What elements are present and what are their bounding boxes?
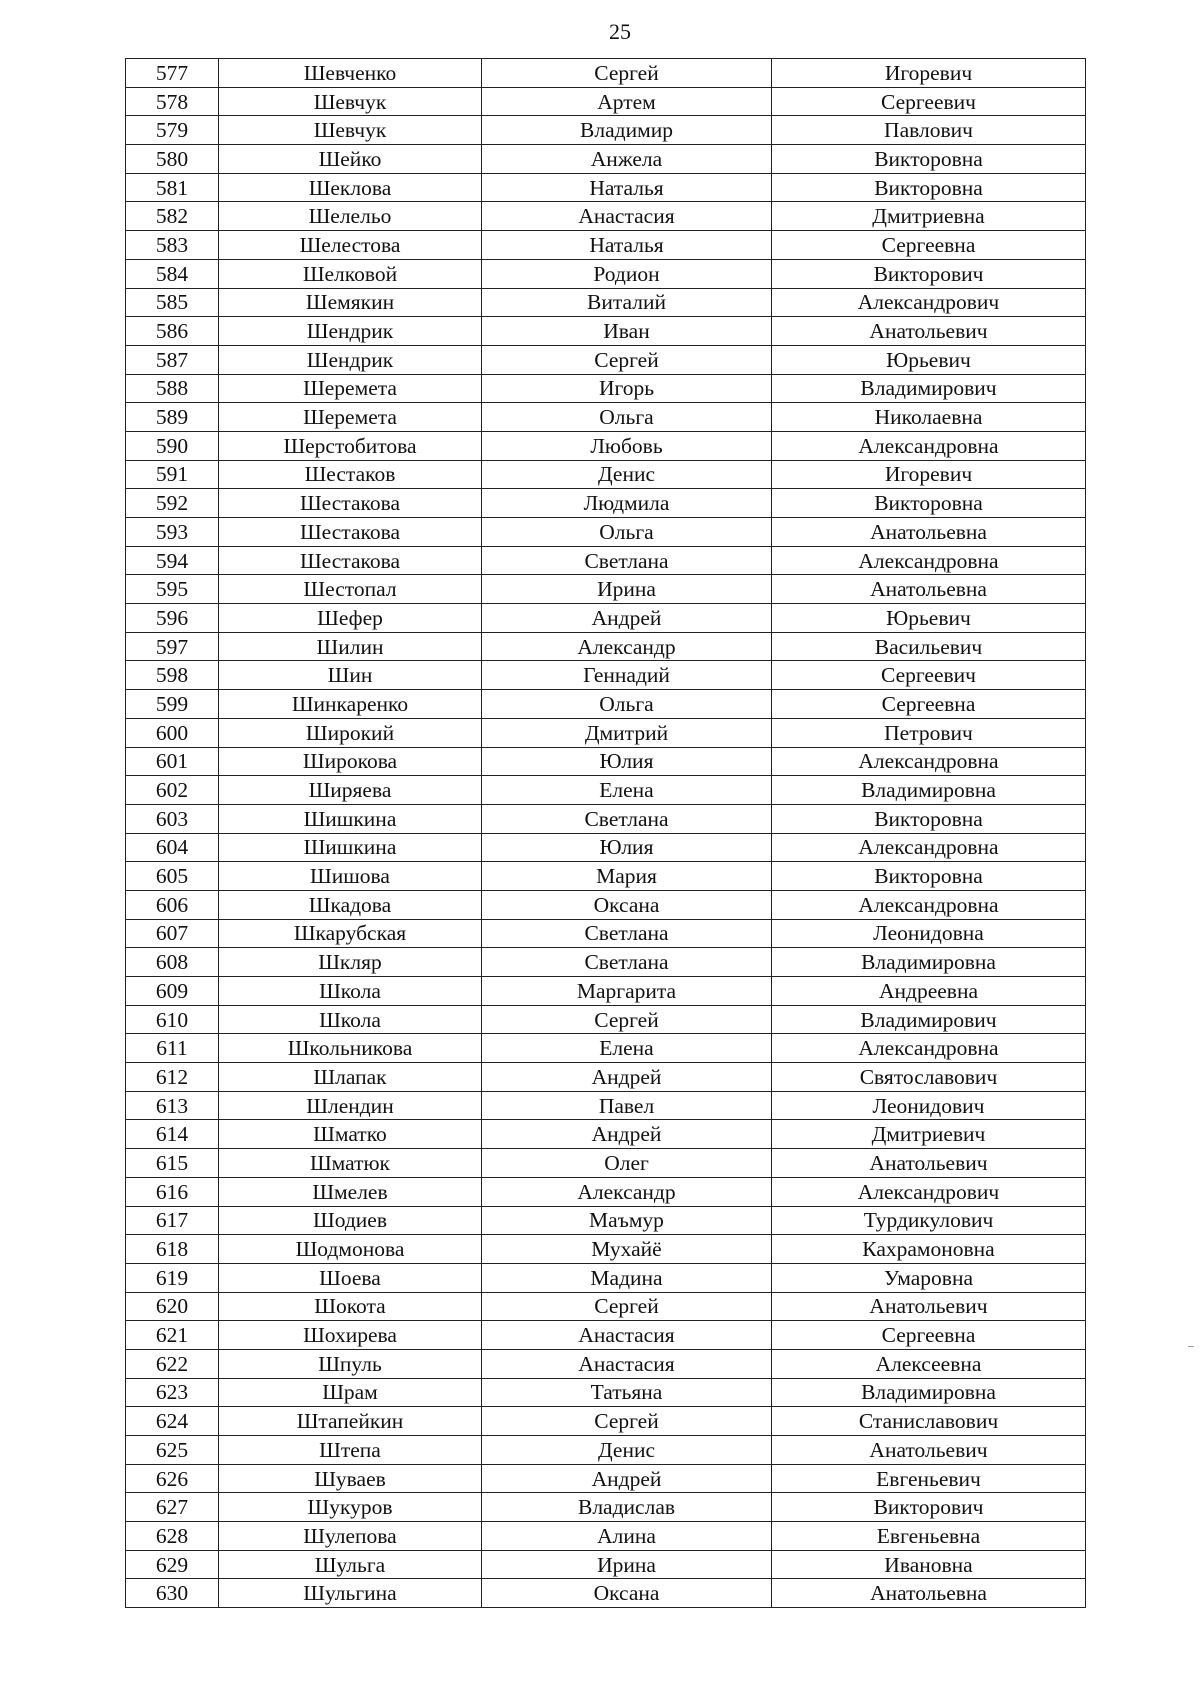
first-name-cell: Татьяна (482, 1378, 772, 1407)
first-name-cell: Маъмур (482, 1206, 772, 1235)
row-number-cell: 599 (126, 690, 219, 719)
row-number-cell: 587 (126, 345, 219, 374)
first-name-cell: Светлана (482, 919, 772, 948)
row-number-cell: 614 (126, 1120, 219, 1149)
row-number-cell: 582 (126, 202, 219, 231)
patronymic-cell: Кахрамоновна (772, 1235, 1086, 1264)
row-number-cell: 588 (126, 374, 219, 403)
first-name-cell: Елена (482, 1034, 772, 1063)
patronymic-cell: Александрович (772, 288, 1086, 317)
row-number-cell: 598 (126, 661, 219, 690)
table-row (126, 59, 1086, 88)
table-row (126, 518, 1086, 547)
first-name-cell: Анжела (482, 145, 772, 174)
row-number-cell: 589 (126, 403, 219, 432)
patronymic-cell: Павлович (772, 116, 1086, 145)
patronymic-cell: Александровна (772, 546, 1086, 575)
last-name-cell: Широкова (219, 747, 482, 776)
table-row (126, 460, 1086, 489)
roster-table (125, 58, 1086, 1608)
last-name-cell: Штепа (219, 1436, 482, 1465)
row-number-cell: 578 (126, 87, 219, 116)
first-name-cell: Александр (482, 1177, 772, 1206)
last-name-cell: Шкарубская (219, 919, 482, 948)
table-row (126, 862, 1086, 891)
first-name-cell: Светлана (482, 948, 772, 977)
first-name-cell: Людмила (482, 489, 772, 518)
first-name-cell: Оксана (482, 1579, 772, 1608)
last-name-cell: Шохирева (219, 1321, 482, 1350)
patronymic-cell: Анатольевна (772, 575, 1086, 604)
row-number-cell: 606 (126, 890, 219, 919)
last-name-cell: Шевчук (219, 116, 482, 145)
patronymic-cell: Викторовна (772, 145, 1086, 174)
row-number-cell: 612 (126, 1063, 219, 1092)
first-name-cell: Мария (482, 862, 772, 891)
patronymic-cell: Владимировна (772, 776, 1086, 805)
row-number-cell: 615 (126, 1149, 219, 1178)
patronymic-cell: Анатольевна (772, 518, 1086, 547)
patronymic-cell: Александровна (772, 833, 1086, 862)
row-number-cell: 617 (126, 1206, 219, 1235)
patronymic-cell: Игоревич (772, 59, 1086, 88)
patronymic-cell: Леонидович (772, 1091, 1086, 1120)
row-number-cell: 600 (126, 718, 219, 747)
first-name-cell: Любовь (482, 431, 772, 460)
last-name-cell: Шулепова (219, 1522, 482, 1551)
row-number-cell: 604 (126, 833, 219, 862)
row-number-cell: 620 (126, 1292, 219, 1321)
patronymic-cell: Анатольевич (772, 1436, 1086, 1465)
first-name-cell: Владимир (482, 116, 772, 145)
first-name-cell: Сергей (482, 1005, 772, 1034)
first-name-cell: Родион (482, 259, 772, 288)
first-name-cell: Денис (482, 460, 772, 489)
row-number-cell: 583 (126, 231, 219, 260)
table-row (126, 632, 1086, 661)
patronymic-cell: Анатольевич (772, 1292, 1086, 1321)
first-name-cell: Игорь (482, 374, 772, 403)
patronymic-cell: Викторович (772, 1493, 1086, 1522)
row-number-cell: 611 (126, 1034, 219, 1063)
patronymic-cell: Святославович (772, 1063, 1086, 1092)
last-name-cell: Шуваев (219, 1464, 482, 1493)
last-name-cell: Шульгина (219, 1579, 482, 1608)
last-name-cell: Шишкина (219, 804, 482, 833)
patronymic-cell: Александровна (772, 747, 1086, 776)
row-number-cell: 586 (126, 317, 219, 346)
last-name-cell: Шматюк (219, 1149, 482, 1178)
first-name-cell: Владислав (482, 1493, 772, 1522)
last-name-cell: Школа (219, 977, 482, 1006)
table-row (126, 116, 1086, 145)
row-number-cell: 590 (126, 431, 219, 460)
first-name-cell: Виталий (482, 288, 772, 317)
last-name-cell: Шишова (219, 862, 482, 891)
table-row (126, 231, 1086, 260)
last-name-cell: Широкий (219, 718, 482, 747)
last-name-cell: Шелестова (219, 231, 482, 260)
table-row (126, 1063, 1086, 1092)
first-name-cell: Андрей (482, 1120, 772, 1149)
row-number-cell: 605 (126, 862, 219, 891)
first-name-cell: Светлана (482, 804, 772, 833)
first-name-cell: Ольга (482, 518, 772, 547)
table-row (126, 259, 1086, 288)
first-name-cell: Маргарита (482, 977, 772, 1006)
last-name-cell: Шокота (219, 1292, 482, 1321)
table-row (126, 890, 1086, 919)
table-row (126, 661, 1086, 690)
table-row (126, 317, 1086, 346)
last-name-cell: Школьникова (219, 1034, 482, 1063)
last-name-cell: Шевченко (219, 59, 482, 88)
table-row (126, 87, 1086, 116)
first-name-cell: Геннадий (482, 661, 772, 690)
first-name-cell: Алина (482, 1522, 772, 1551)
first-name-cell: Ольга (482, 403, 772, 432)
table-row (126, 1177, 1086, 1206)
table-row (126, 1349, 1086, 1378)
first-name-cell: Сергей (482, 1292, 772, 1321)
table-row (126, 1034, 1086, 1063)
patronymic-cell: Викторовна (772, 862, 1086, 891)
patronymic-cell: Александровна (772, 890, 1086, 919)
table-row (126, 1522, 1086, 1551)
first-name-cell: Наталья (482, 173, 772, 202)
patronymic-cell: Турдикулович (772, 1206, 1086, 1235)
row-number-cell: 608 (126, 948, 219, 977)
patronymic-cell: Петрович (772, 718, 1086, 747)
table-row (126, 1464, 1086, 1493)
last-name-cell: Шеремета (219, 403, 482, 432)
patronymic-cell: Владимирович (772, 374, 1086, 403)
row-number-cell: 580 (126, 145, 219, 174)
first-name-cell: Анастасия (482, 202, 772, 231)
row-number-cell: 607 (126, 919, 219, 948)
patronymic-cell: Сергеевна (772, 1321, 1086, 1350)
patronymic-cell: Дмитриевна (772, 202, 1086, 231)
table-row (126, 747, 1086, 776)
row-number-cell: 602 (126, 776, 219, 805)
row-number-cell: 623 (126, 1378, 219, 1407)
first-name-cell: Юлия (482, 747, 772, 776)
patronymic-cell: Станиславович (772, 1407, 1086, 1436)
table-row (126, 1149, 1086, 1178)
row-number-cell: 584 (126, 259, 219, 288)
row-number-cell: 625 (126, 1436, 219, 1465)
table-row (126, 173, 1086, 202)
patronymic-cell: Анатольевич (772, 317, 1086, 346)
patronymic-cell: Юрьевич (772, 345, 1086, 374)
table-row (126, 1436, 1086, 1465)
table-row (126, 919, 1086, 948)
last-name-cell: Шишкина (219, 833, 482, 862)
last-name-cell: Шпуль (219, 1349, 482, 1378)
table-row (126, 1579, 1086, 1608)
patronymic-cell: Андреевна (772, 977, 1086, 1006)
row-number-cell: 629 (126, 1550, 219, 1579)
row-number-cell: 616 (126, 1177, 219, 1206)
row-number-cell: 610 (126, 1005, 219, 1034)
first-name-cell: Ирина (482, 575, 772, 604)
first-name-cell: Елена (482, 776, 772, 805)
last-name-cell: Шемякин (219, 288, 482, 317)
row-number-cell: 579 (126, 116, 219, 145)
first-name-cell: Ольга (482, 690, 772, 719)
patronymic-cell: Александрович (772, 1177, 1086, 1206)
first-name-cell: Александр (482, 632, 772, 661)
table-row (126, 403, 1086, 432)
patronymic-cell: Игоревич (772, 460, 1086, 489)
patronymic-cell: Владимировна (772, 948, 1086, 977)
row-number-cell: 627 (126, 1493, 219, 1522)
table-row (126, 977, 1086, 1006)
patronymic-cell: Алексеевна (772, 1349, 1086, 1378)
row-number-cell: 597 (126, 632, 219, 661)
first-name-cell: Андрей (482, 1063, 772, 1092)
row-number-cell: 624 (126, 1407, 219, 1436)
patronymic-cell: Ивановна (772, 1550, 1086, 1579)
patronymic-cell: Евгеньевна (772, 1522, 1086, 1551)
row-number-cell: 603 (126, 804, 219, 833)
row-number-cell: 613 (126, 1091, 219, 1120)
patronymic-cell: Умаровна (772, 1263, 1086, 1292)
table-row (126, 288, 1086, 317)
last-name-cell: Школа (219, 1005, 482, 1034)
last-name-cell: Шендрик (219, 317, 482, 346)
table-row (126, 690, 1086, 719)
last-name-cell: Шкляр (219, 948, 482, 977)
row-number-cell: 592 (126, 489, 219, 518)
last-name-cell: Шульга (219, 1550, 482, 1579)
row-number-cell: 591 (126, 460, 219, 489)
last-name-cell: Шестакова (219, 489, 482, 518)
last-name-cell: Шинкаренко (219, 690, 482, 719)
table-row (126, 145, 1086, 174)
row-number-cell: 618 (126, 1235, 219, 1264)
last-name-cell: Шестакова (219, 546, 482, 575)
table-row (126, 1493, 1086, 1522)
first-name-cell: Денис (482, 1436, 772, 1465)
row-number-cell: 577 (126, 59, 219, 88)
patronymic-cell: Владимирович (772, 1005, 1086, 1034)
first-name-cell: Юлия (482, 833, 772, 862)
last-name-cell: Шестакова (219, 518, 482, 547)
first-name-cell: Сергей (482, 59, 772, 88)
patronymic-cell: Юрьевич (772, 604, 1086, 633)
patronymic-cell: Евгеньевич (772, 1464, 1086, 1493)
row-number-cell: 609 (126, 977, 219, 1006)
first-name-cell: Андрей (482, 604, 772, 633)
table-row (126, 1550, 1086, 1579)
table-row (126, 1206, 1086, 1235)
table-row (126, 202, 1086, 231)
scan-edge-mark (1188, 1346, 1194, 1347)
first-name-cell: Наталья (482, 231, 772, 260)
patronymic-cell: Владимировна (772, 1378, 1086, 1407)
row-number-cell: 593 (126, 518, 219, 547)
table-row (126, 1263, 1086, 1292)
last-name-cell: Шефер (219, 604, 482, 633)
last-name-cell: Ширяева (219, 776, 482, 805)
last-name-cell: Шейко (219, 145, 482, 174)
patronymic-cell: Анатольевна (772, 1579, 1086, 1608)
first-name-cell: Мухайё (482, 1235, 772, 1264)
first-name-cell: Артем (482, 87, 772, 116)
first-name-cell: Иван (482, 317, 772, 346)
patronymic-cell: Николаевна (772, 403, 1086, 432)
last-name-cell: Штапейкин (219, 1407, 482, 1436)
last-name-cell: Шодиев (219, 1206, 482, 1235)
last-name-cell: Шлендин (219, 1091, 482, 1120)
row-number-cell: 622 (126, 1349, 219, 1378)
last-name-cell: Шерстобитова (219, 431, 482, 460)
last-name-cell: Шелельо (219, 202, 482, 231)
patronymic-cell: Сергеевна (772, 690, 1086, 719)
table-row (126, 1235, 1086, 1264)
table-row (126, 575, 1086, 604)
table-row (126, 1292, 1086, 1321)
last-name-cell: Шестаков (219, 460, 482, 489)
table-row (126, 489, 1086, 518)
last-name-cell: Шевчук (219, 87, 482, 116)
table-row (126, 1120, 1086, 1149)
patronymic-cell: Дмитриевич (772, 1120, 1086, 1149)
patronymic-cell: Александровна (772, 431, 1086, 460)
first-name-cell: Ирина (482, 1550, 772, 1579)
last-name-cell: Шматко (219, 1120, 482, 1149)
row-number-cell: 595 (126, 575, 219, 604)
table-row (126, 804, 1086, 833)
last-name-cell: Шукуров (219, 1493, 482, 1522)
patronymic-cell: Васильевич (772, 632, 1086, 661)
table-row (126, 1321, 1086, 1350)
last-name-cell: Шендрик (219, 345, 482, 374)
first-name-cell: Сергей (482, 1407, 772, 1436)
row-number-cell: 581 (126, 173, 219, 202)
table-row (126, 1005, 1086, 1034)
patronymic-cell: Викторович (772, 259, 1086, 288)
table-row (126, 948, 1086, 977)
row-number-cell: 596 (126, 604, 219, 633)
patronymic-cell: Сергеевич (772, 661, 1086, 690)
table-row (126, 776, 1086, 805)
row-number-cell: 601 (126, 747, 219, 776)
last-name-cell: Шлапак (219, 1063, 482, 1092)
table-row (126, 1407, 1086, 1436)
table-row (126, 431, 1086, 460)
row-number-cell: 594 (126, 546, 219, 575)
first-name-cell: Павел (482, 1091, 772, 1120)
first-name-cell: Анастасия (482, 1321, 772, 1350)
row-number-cell: 619 (126, 1263, 219, 1292)
first-name-cell: Светлана (482, 546, 772, 575)
patronymic-cell: Александровна (772, 1034, 1086, 1063)
roster-body (126, 59, 1086, 1608)
last-name-cell: Шрам (219, 1378, 482, 1407)
first-name-cell: Оксана (482, 890, 772, 919)
patronymic-cell: Сергеевич (772, 87, 1086, 116)
table-row (126, 345, 1086, 374)
last-name-cell: Шеклова (219, 173, 482, 202)
last-name-cell: Шкадова (219, 890, 482, 919)
first-name-cell: Олег (482, 1149, 772, 1178)
page-number: 25 (609, 19, 631, 44)
patronymic-cell: Викторовна (772, 173, 1086, 202)
first-name-cell: Мадина (482, 1263, 772, 1292)
table-row (126, 1091, 1086, 1120)
last-name-cell: Шилин (219, 632, 482, 661)
first-name-cell: Анастасия (482, 1349, 772, 1378)
first-name-cell: Андрей (482, 1464, 772, 1493)
patronymic-cell: Анатольевич (772, 1149, 1086, 1178)
last-name-cell: Шодмонова (219, 1235, 482, 1264)
table-row (126, 833, 1086, 862)
table-row (126, 546, 1086, 575)
row-number-cell: 628 (126, 1522, 219, 1551)
last-name-cell: Шелковой (219, 259, 482, 288)
table-row (126, 374, 1086, 403)
last-name-cell: Шоева (219, 1263, 482, 1292)
row-number-cell: 585 (126, 288, 219, 317)
first-name-cell: Дмитрий (482, 718, 772, 747)
last-name-cell: Шестопал (219, 575, 482, 604)
row-number-cell: 626 (126, 1464, 219, 1493)
first-name-cell: Сергей (482, 345, 772, 374)
table-row (126, 604, 1086, 633)
patronymic-cell: Викторовна (772, 804, 1086, 833)
table-row (126, 718, 1086, 747)
last-name-cell: Шмелев (219, 1177, 482, 1206)
patronymic-cell: Викторовна (772, 489, 1086, 518)
patronymic-cell: Леонидовна (772, 919, 1086, 948)
table-row (126, 1378, 1086, 1407)
last-name-cell: Шеремета (219, 374, 482, 403)
row-number-cell: 621 (126, 1321, 219, 1350)
row-number-cell: 630 (126, 1579, 219, 1608)
last-name-cell: Шин (219, 661, 482, 690)
patronymic-cell: Сергеевна (772, 231, 1086, 260)
